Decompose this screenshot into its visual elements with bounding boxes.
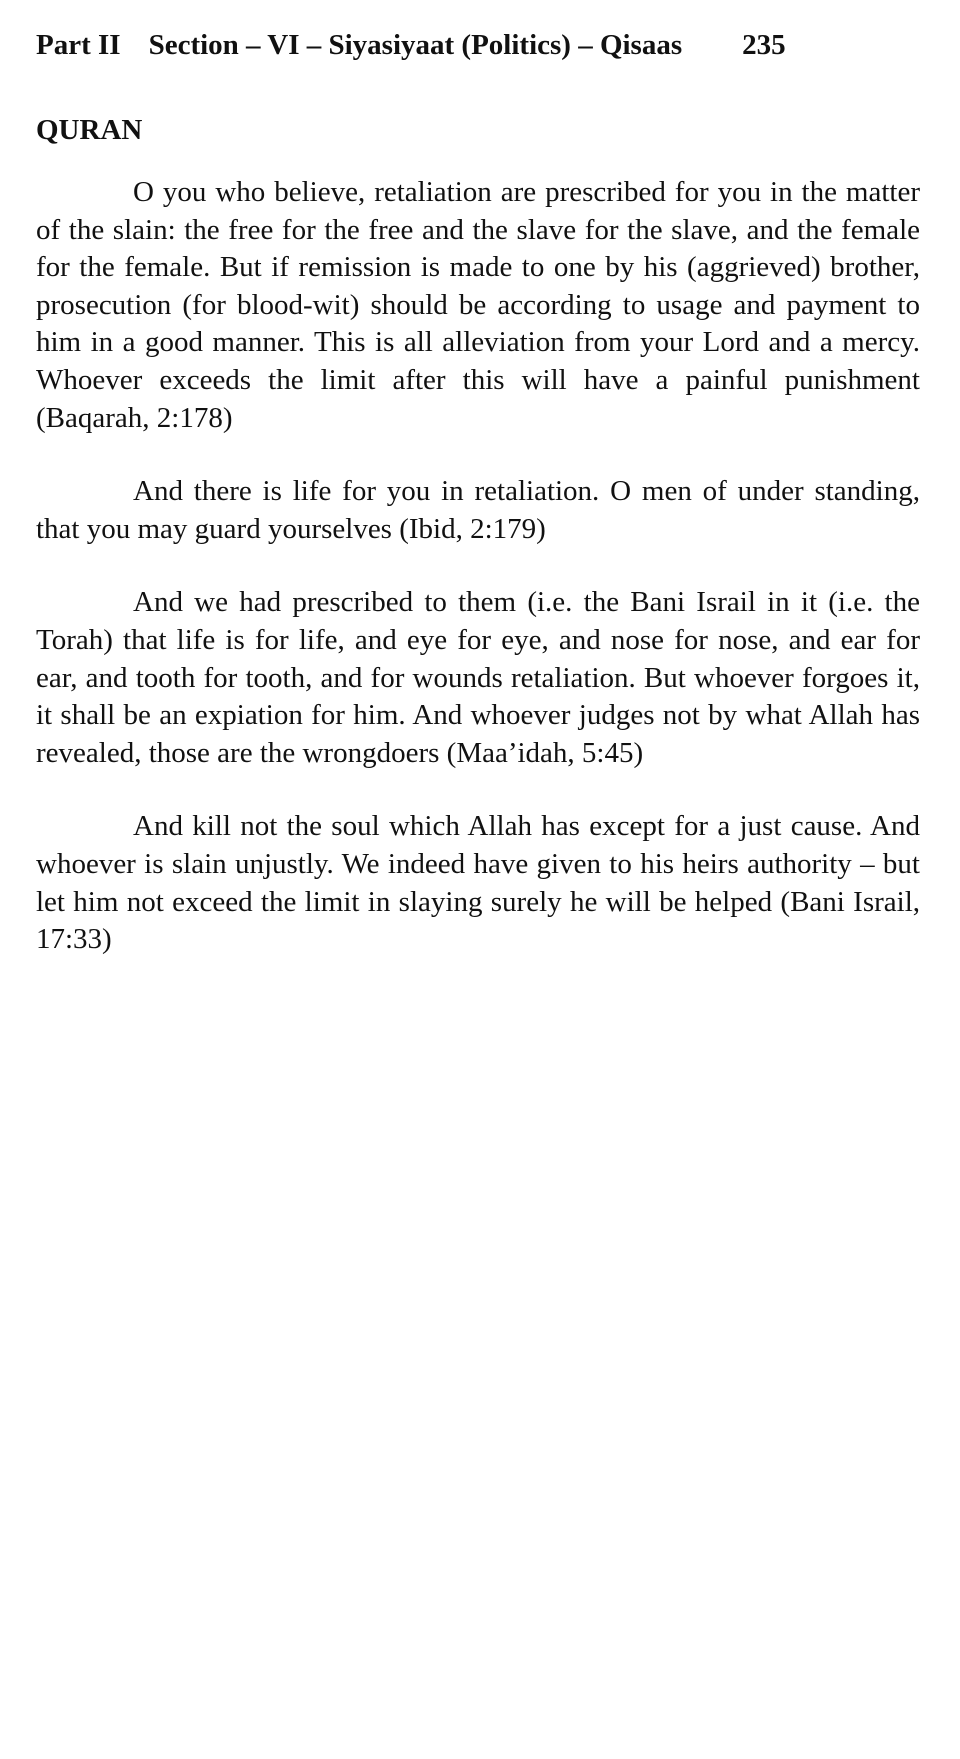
page-number: 235 xyxy=(742,29,786,61)
verse-paragraph: And there is life for you in retaliation. O men of under standing, that you may guard yourselves (Ibid, 2:179) xyxy=(36,475,920,545)
header-part: Part II xyxy=(36,29,121,61)
document-page xyxy=(36,22,920,995)
running-header xyxy=(36,22,920,68)
verse-paragraph: And we had prescribed to them (i.e. the Bani Israil in it (i.e. the Torah) that life is for life, and eye for eye, and nose for nose, and ear for ear, and tooth for tooth, and for wounds retaliation. But whoever forgoes it, it shall be an expiation for him. And whoever judges not by what Allah has revealed, those are the wrongdoers (Maa’idah, 5:45) xyxy=(36,586,920,769)
verse-paragraph: O you who believe, retaliation are prescribed for you in the matter of the slain: the free for the free and the slave for the slave, and the female for the female. But if remission is made to one by his (aggrieved) brother, prosecution (for blood-wit) should be according to usage and payment to him in a good manner. This is all alleviation from your Lord and a mercy. Whoever exceeds the limit after this will have a painful punishment (Baqarah, 2:178) xyxy=(36,176,920,434)
verse-paragraph: And kill not the soul which Allah has except for a just cause. And whoever is slain unjustly. We indeed have given to his heirs authority – but let him not exceed the limit in slaying surely he will be helped (Bani Israil, 17:33) xyxy=(36,810,920,956)
section-heading: QURAN xyxy=(36,114,143,146)
header-section-title: Section – VI – Siyasiyaat (Politics) – Qisaas xyxy=(148,29,683,61)
